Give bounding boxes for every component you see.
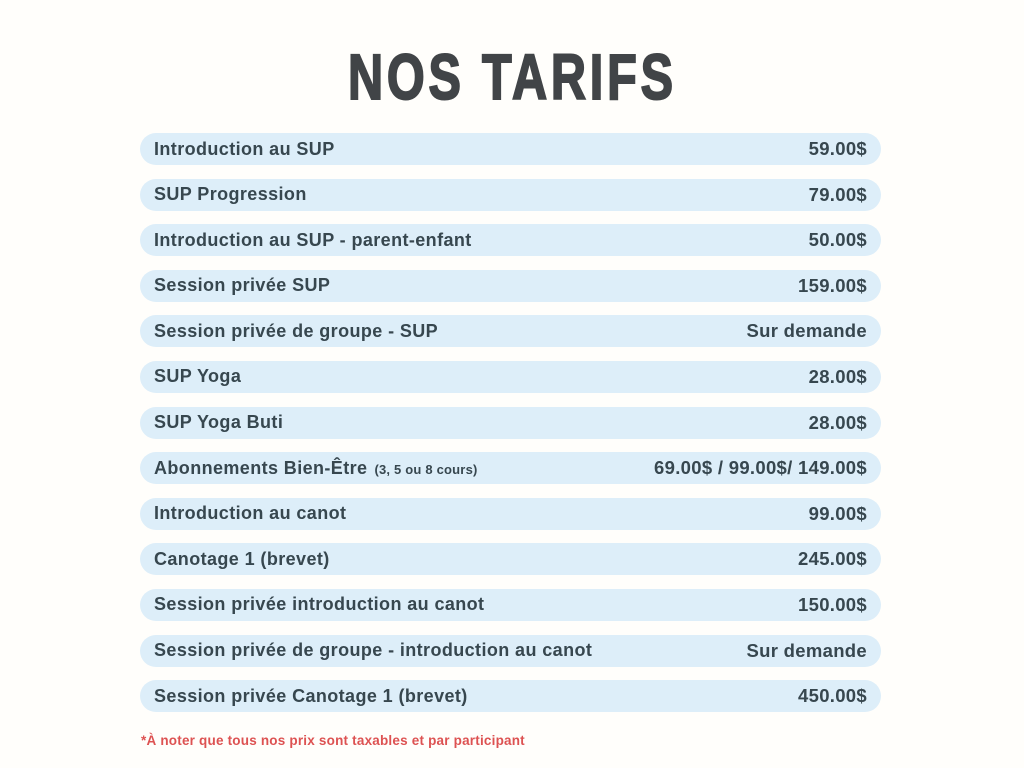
price-row bbox=[140, 589, 881, 621]
item-label-group bbox=[154, 458, 478, 479]
item-label-group bbox=[154, 184, 307, 205]
item-label: Session privée de groupe - introduction au canot bbox=[154, 640, 593, 661]
item-label: Session privée de groupe - SUP bbox=[154, 320, 439, 341]
item-label: Introduction au canot bbox=[154, 503, 347, 524]
item-note: (3, 5 ou 8 cours) bbox=[374, 461, 478, 477]
item-price: 69.00$ / 99.00$/ 149.00$ bbox=[654, 457, 867, 479]
item-price: 159.00$ bbox=[798, 274, 867, 296]
item-price: Sur demande bbox=[746, 639, 867, 661]
item-price: 59.00$ bbox=[808, 138, 867, 159]
page-title bbox=[0, 41, 1024, 113]
price-list bbox=[140, 133, 881, 712]
item-label-group bbox=[154, 230, 472, 251]
item-label-group bbox=[154, 640, 592, 661]
item-label: SUP Progression bbox=[154, 184, 307, 205]
item-price: 28.00$ bbox=[808, 365, 867, 387]
item-label: Canotage 1 (brevet) bbox=[154, 548, 330, 569]
item-label-group bbox=[154, 686, 468, 707]
item-label: Introduction au SUP - parent-enfant bbox=[154, 229, 472, 250]
price-row bbox=[140, 498, 881, 530]
item-label: Introduction au SUP bbox=[154, 138, 335, 159]
item-label: SUP Yoga Buti bbox=[154, 412, 284, 433]
price-row bbox=[140, 315, 881, 347]
item-label-group bbox=[154, 594, 484, 615]
price-row bbox=[140, 224, 881, 256]
price-row bbox=[140, 680, 881, 712]
price-row bbox=[140, 133, 881, 165]
item-label-group bbox=[154, 366, 241, 387]
item-price: 150.00$ bbox=[798, 593, 867, 615]
price-row bbox=[140, 543, 881, 575]
item-price: 28.00$ bbox=[808, 411, 867, 433]
price-row bbox=[140, 270, 881, 302]
item-label-group bbox=[154, 321, 438, 342]
item-price: 79.00$ bbox=[808, 183, 867, 205]
item-label: SUP Yoga bbox=[154, 366, 242, 387]
item-price: 245.00$ bbox=[798, 548, 867, 570]
item-label-group bbox=[154, 275, 330, 296]
item-label: Abonnements Bien-Être bbox=[154, 457, 368, 478]
tax-footnote: *À noter que tous nos prix sont taxables et par participant bbox=[141, 733, 525, 748]
item-label: Session privée SUP bbox=[154, 275, 331, 296]
item-label-group bbox=[154, 139, 335, 160]
item-label-group bbox=[154, 503, 346, 524]
item-price: 50.00$ bbox=[808, 229, 867, 251]
page-title-text: NOS TARIFS bbox=[347, 41, 677, 113]
item-price: 99.00$ bbox=[808, 502, 867, 524]
item-label-group bbox=[154, 549, 330, 570]
item-price: 450.00$ bbox=[798, 685, 867, 707]
price-row bbox=[140, 179, 881, 211]
item-label-group bbox=[154, 412, 283, 433]
price-row bbox=[140, 407, 881, 439]
item-label: Session privée introduction au canot bbox=[154, 594, 485, 615]
item-price: Sur demande bbox=[746, 320, 867, 342]
price-row bbox=[140, 361, 881, 393]
item-label: Session privée Canotage 1 (brevet) bbox=[154, 685, 468, 706]
price-row bbox=[140, 452, 881, 484]
price-row bbox=[140, 635, 881, 667]
